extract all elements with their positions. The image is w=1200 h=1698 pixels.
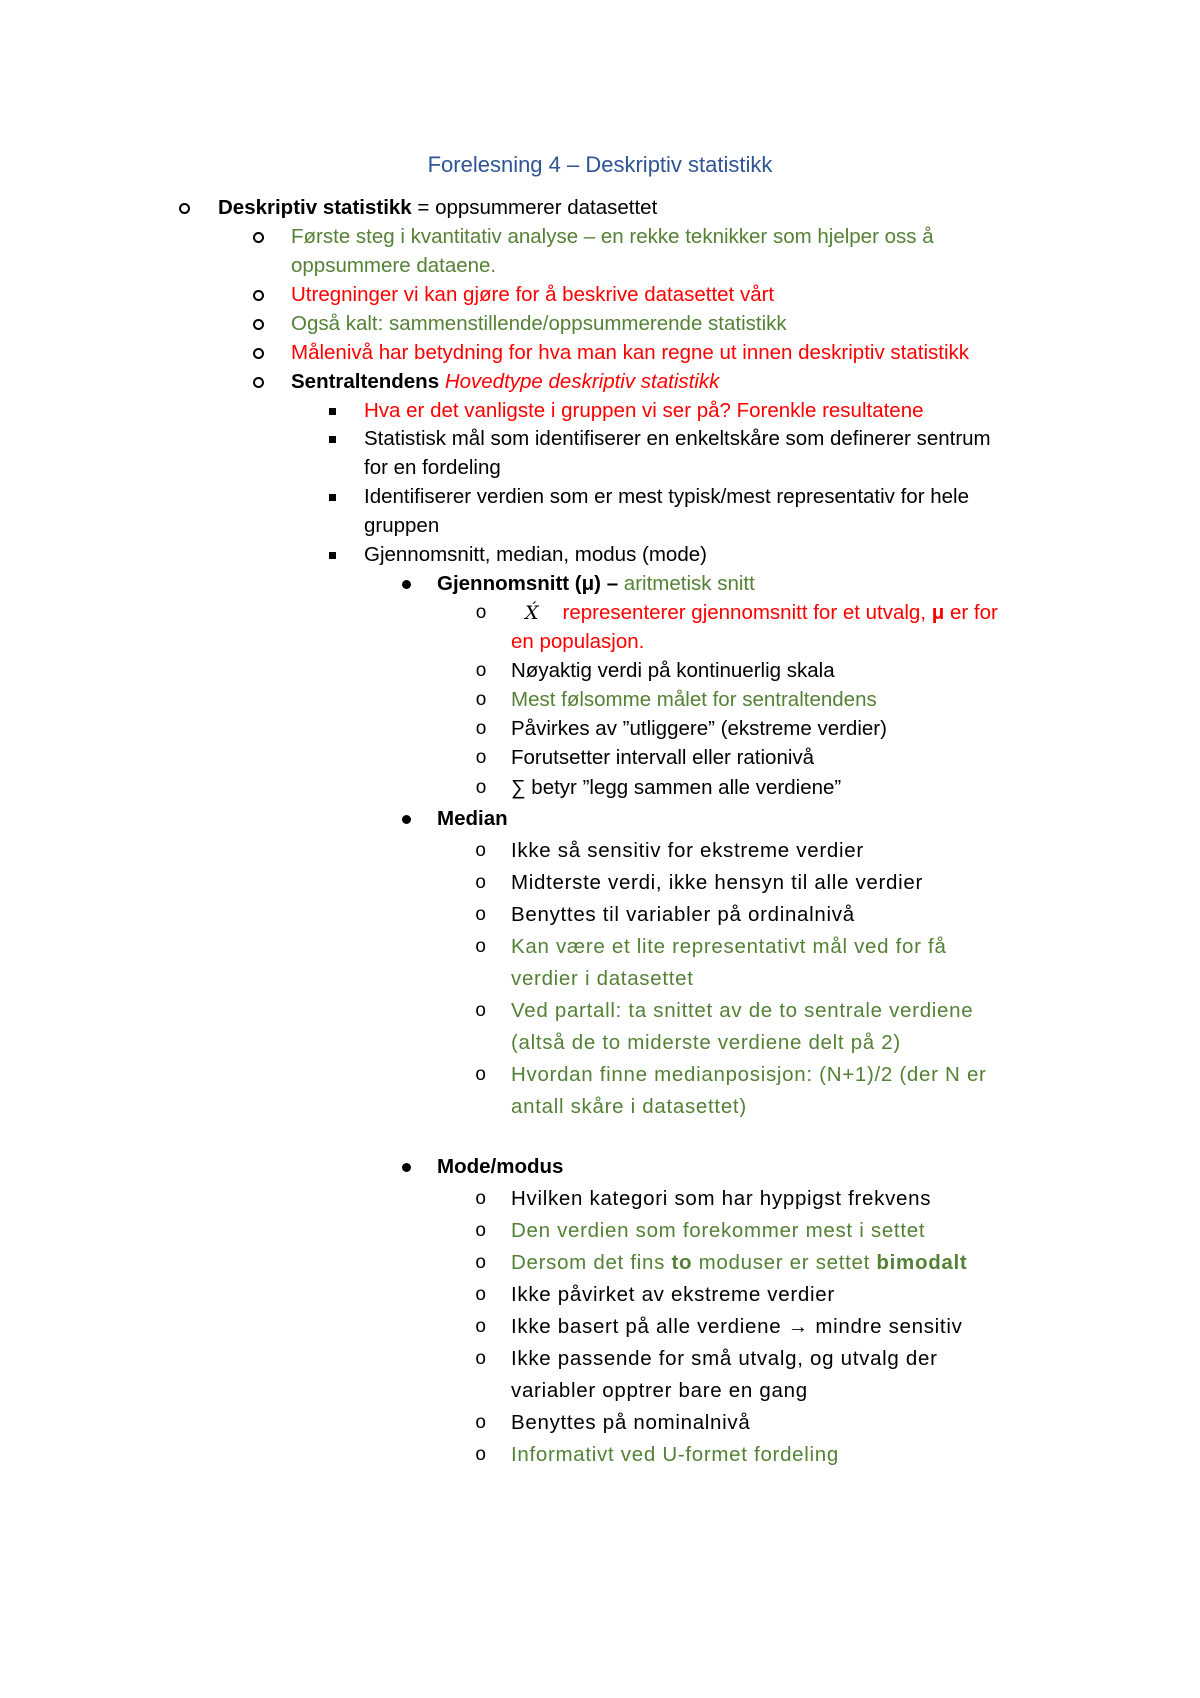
circle-bullet-icon: o [475,1220,487,1241]
circle-bullet-icon: o [475,1316,487,1337]
ring-bullet-icon [247,280,269,310]
list-item: Deskriptiv statistikk = oppsummerer datasettet [218,193,657,223]
ring-bullet-icon [247,338,269,368]
square-bullet-icon [321,482,343,512]
list-item-continuation: en populasjon. [511,630,645,653]
list-item: Utregninger vi kan gjøre for å beskrive datasettet vårt [291,280,774,310]
circle-bullet-icon: o [475,840,487,861]
dot-bullet-icon [395,569,417,599]
circle-bullet-icon: o [475,1252,487,1273]
list-item: o Hvordan finne medianposisjon: (N+1)/2 (der N er [511,1060,987,1090]
circle-bullet-icon: o [475,1348,487,1369]
list-item: o ∑ betyr ”legg sammen alle verdiene” [511,773,841,803]
list-item: o X́ representerer gjennomsnitt for et utvalg, μ er for [511,598,998,628]
page-title: Forelesning 4 – Deskriptiv statistikk [427,152,773,177]
list-item: o Den verdien som forekommer mest i settet [511,1216,925,1246]
ring-bullet-icon [247,309,269,339]
list-item: o Forutsetter intervall eller rationivå [511,743,814,773]
list-item: o Ikke påvirket av ekstreme verdier [511,1280,835,1310]
ring-bullet-icon [247,222,269,252]
square-bullet-icon [321,540,343,570]
list-item: Identifiserer verdien som er mest typisk/mest representativ for hele [364,482,969,512]
list-item: Mode/modus [437,1152,563,1182]
list-item-continuation: variabler opptrer bare en gang [511,1379,808,1402]
x-bar-symbol: X́ [525,602,539,624]
list-item: Hva er det vanligste i gruppen vi ser på? Forenkle resultatene [364,396,924,426]
list-item: o Benyttes til variabler på ordinalnivå [511,900,855,930]
circle-bullet-icon: o [475,1000,487,1021]
list-item: Gjennomsnitt (μ) – aritmetisk snitt [437,569,755,599]
ring-bullet-icon [247,367,269,397]
list-item: o Benyttes på nominalnivå [511,1408,750,1438]
list-item: Statistisk mål som identifiserer en enkeltskåre som definerer sentrum [364,424,991,454]
list-item: o Påvirkes av ”utliggere” (ekstreme verdier) [511,714,887,744]
circle-bullet-icon: o [475,747,487,768]
list-item: o Mest følsomme målet for sentraltendens [511,685,877,715]
dot-bullet-icon [395,1152,417,1182]
list-item: Gjennomsnitt, median, modus (mode) [364,540,707,570]
list-item: o Dersom det fins to moduser er settet bimodalt [511,1248,967,1278]
circle-bullet-icon: o [475,1284,487,1305]
circle-bullet-icon: o [475,936,487,957]
circle-bullet-icon: o [475,602,487,623]
list-item-continuation: oppsummere dataene. [291,254,497,277]
list-item: o Informativt ved U-formet fordeling [511,1440,839,1470]
circle-bullet-icon: o [475,1064,487,1085]
square-bullet-icon [321,396,343,426]
circle-bullet-icon: o [475,1188,487,1209]
list-item: Median [437,804,508,834]
circle-bullet-icon: o [475,1412,487,1433]
list-item: o Ikke passende for små utvalg, og utvalg der [511,1344,938,1374]
circle-bullet-icon: o [475,904,487,925]
list-item: o Ikke så sensitiv for ekstreme verdier [511,836,864,866]
circle-bullet-icon: o [475,660,487,681]
ring-bullet-icon [173,193,195,223]
list-item: Målenivå har betydning for hva man kan regne ut innen deskriptiv statistikk [291,338,969,368]
circle-bullet-icon: o [475,718,487,739]
list-item: o Hvilken kategori som har hyppigst frekvens [511,1184,931,1214]
list-item: Også kalt: sammenstillende/oppsummerende statistikk [291,309,787,339]
list-item: o Ved partall: ta snittet av de to sentrale verdiene [511,996,973,1026]
square-bullet-icon [321,424,343,454]
arrow-right-icon: → [781,1315,816,1338]
dot-bullet-icon [395,804,417,834]
list-item: o Kan være et lite representativt mål ved for få [511,932,947,962]
list-item: Første steg i kvantitativ analyse – en rekke teknikker som hjelper oss å [291,222,934,252]
list-item: o Ikke basert på alle verdiene → mindre sensitiv [511,1312,963,1342]
list-item-continuation: for en fordeling [364,456,501,479]
circle-bullet-icon: o [475,1444,487,1465]
circle-bullet-icon: o [475,777,487,798]
circle-bullet-icon: o [475,872,487,893]
list-item: o Nøyaktig verdi på kontinuerlig skala [511,656,835,686]
list-item-continuation: (altså de to miderste verdiene delt på 2) [511,1031,901,1054]
circle-bullet-icon: o [475,689,487,710]
list-item-continuation: antall skåre i datasettet) [511,1095,747,1118]
list-item-continuation: gruppen [364,514,440,537]
list-item: o Midterste verdi, ikke hensyn til alle verdier [511,868,923,898]
list-item-continuation: verdier i datasettet [511,967,694,990]
list-item: Sentraltendens Hovedtype deskriptiv statistikk [291,367,719,397]
